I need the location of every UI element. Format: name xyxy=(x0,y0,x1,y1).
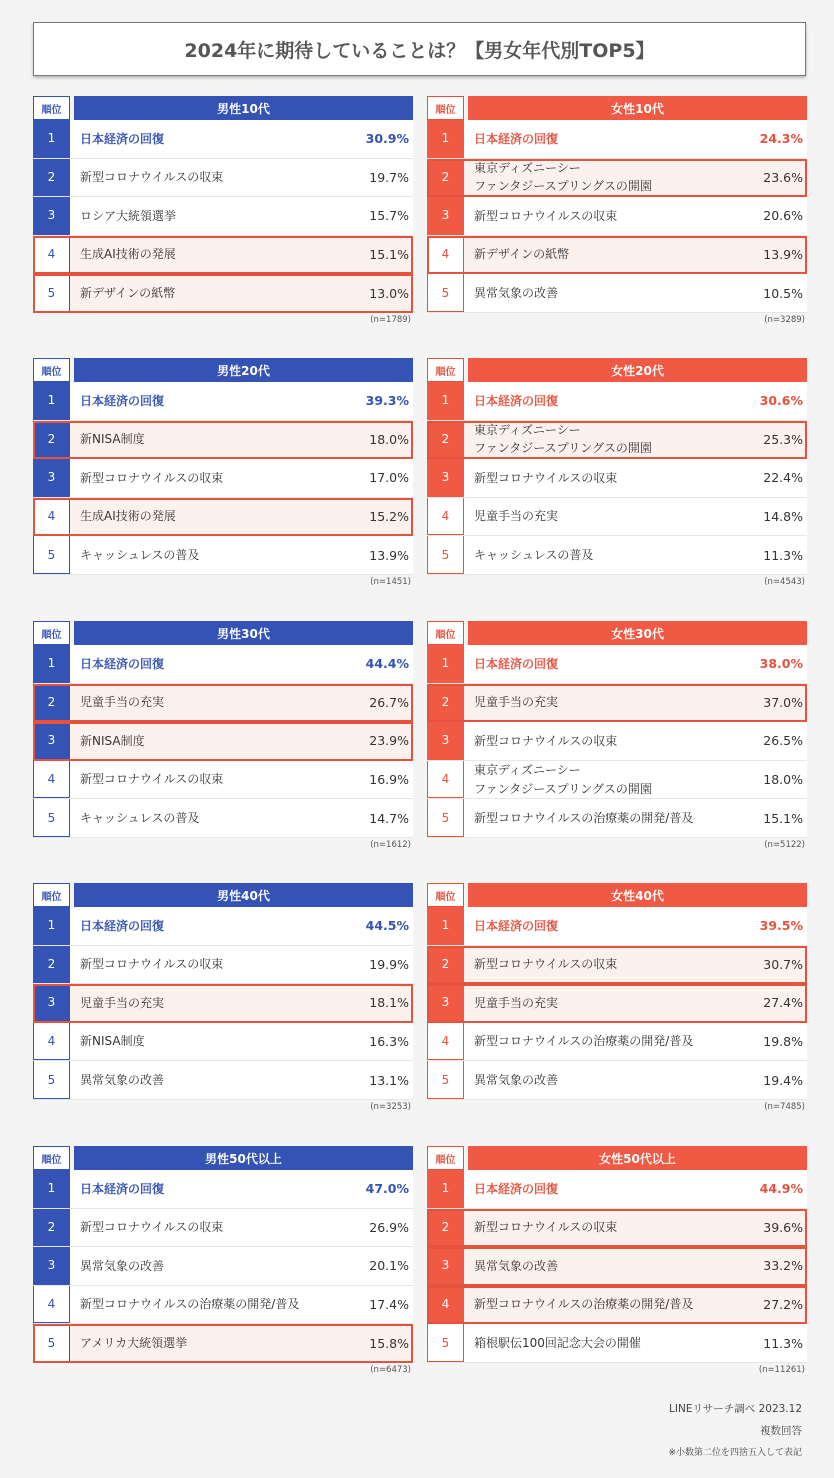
ranking-row xyxy=(427,382,807,421)
ranking-row xyxy=(33,1209,413,1248)
item-label: キャッシュレスの普及 xyxy=(474,547,594,562)
ranking-row xyxy=(427,236,807,275)
ranking-rows xyxy=(427,382,807,575)
rank-number: 2 xyxy=(33,421,70,459)
ranking-row xyxy=(427,197,807,236)
ranking-row xyxy=(33,197,413,236)
item-percent: 15.1% xyxy=(763,810,803,826)
ranking-panel-female xyxy=(427,883,807,1114)
item-percent: 15.8% xyxy=(369,1335,409,1351)
item-label: 児童手当の充実 xyxy=(80,695,165,710)
rank-number: 4 xyxy=(427,236,464,274)
rank-column-header: 順位 xyxy=(427,96,464,120)
ranking-rows xyxy=(427,1170,807,1363)
ranking-row xyxy=(33,1247,413,1286)
sample-size: (n=3253) xyxy=(370,1101,411,1112)
item-label: 新型コロナウイルスの収束 xyxy=(80,470,224,485)
rank-number: 4 xyxy=(427,1023,464,1061)
ranking-row xyxy=(33,946,413,985)
page-title: 2024年に期待していることは？【男女年代別TOP5】 xyxy=(33,22,806,76)
ranking-panel-male xyxy=(33,1146,413,1377)
item-label: 日本経済の回復 xyxy=(80,393,165,408)
rank-number: 1 xyxy=(33,382,70,420)
rank-number: 2 xyxy=(33,159,70,197)
panel-header xyxy=(427,621,807,645)
item-label: 新型コロナウイルスの収束 xyxy=(474,470,618,485)
rank-number: 1 xyxy=(33,1170,70,1208)
group-title: 男性50代以上 xyxy=(74,1146,413,1170)
rank-column-header: 順位 xyxy=(33,621,70,645)
item-label: 東京ディズニーシー ファンタジースプリングスの開園 xyxy=(474,422,652,456)
rank-number: 3 xyxy=(427,984,464,1022)
ranking-row xyxy=(427,907,807,946)
ranking-row xyxy=(427,421,807,460)
item-label: 新型コロナウイルスの収束 xyxy=(80,170,224,185)
ranking-panel-female xyxy=(427,621,807,852)
item-label: 異常気象の改善 xyxy=(80,1072,165,1087)
item-label: 新デザインの紙幣 xyxy=(474,247,570,262)
item-percent: 16.3% xyxy=(369,1034,409,1050)
item-label: 新型コロナウイルスの収束 xyxy=(80,772,224,787)
rank-number: 4 xyxy=(427,761,464,799)
item-percent: 17.0% xyxy=(369,470,409,486)
ranking-row xyxy=(427,684,807,723)
item-label: 新型コロナウイルスの治療薬の開発/普及 xyxy=(474,810,694,825)
rank-number: 1 xyxy=(427,907,464,945)
ranking-rows xyxy=(33,645,413,838)
item-percent: 37.0% xyxy=(763,694,803,710)
rank-number: 2 xyxy=(427,946,464,984)
sample-size: (n=1451) xyxy=(370,576,411,587)
ranking-row xyxy=(427,799,807,838)
rank-number: 4 xyxy=(427,1286,464,1324)
rank-number: 3 xyxy=(33,459,70,497)
rank-number: 3 xyxy=(427,197,464,235)
ranking-row xyxy=(33,907,413,946)
rank-number: 2 xyxy=(427,1209,464,1247)
ranking-rows xyxy=(33,1170,413,1363)
item-percent: 13.0% xyxy=(369,285,409,301)
rank-number: 1 xyxy=(427,645,464,683)
rank-number: 2 xyxy=(33,946,70,984)
rank-number: 5 xyxy=(33,536,70,574)
rank-number: 2 xyxy=(427,159,464,197)
item-percent: 13.9% xyxy=(369,547,409,563)
item-percent: 39.3% xyxy=(365,393,409,409)
rank-number: 2 xyxy=(427,684,464,722)
ranking-row xyxy=(33,120,413,159)
rank-column-header: 順位 xyxy=(33,883,70,907)
item-label: 日本経済の回復 xyxy=(80,1181,165,1196)
rank-column-header: 順位 xyxy=(427,621,464,645)
ranking-panel-male xyxy=(33,96,413,327)
rank-number: 4 xyxy=(33,1023,70,1061)
rank-number: 3 xyxy=(427,722,464,760)
item-label: 生成AI技術の発展 xyxy=(80,509,176,524)
rank-number: 5 xyxy=(33,274,70,312)
rank-number: 4 xyxy=(33,1286,70,1324)
ranking-panel-female xyxy=(427,96,807,327)
item-percent: 33.2% xyxy=(763,1258,803,1274)
item-percent: 44.5% xyxy=(365,918,409,934)
panel-header xyxy=(427,96,807,120)
ranking-row xyxy=(427,120,807,159)
rank-column-header: 順位 xyxy=(33,358,70,382)
sample-size: (n=4543) xyxy=(764,576,805,587)
rank-number: 1 xyxy=(427,382,464,420)
rank-number: 5 xyxy=(427,1324,464,1362)
rank-number: 5 xyxy=(427,1061,464,1099)
panel-header xyxy=(427,883,807,907)
rank-number: 5 xyxy=(33,799,70,837)
ranking-panel-female xyxy=(427,358,807,589)
panel-header xyxy=(33,358,413,382)
item-label: 新型コロナウイルスの収束 xyxy=(474,208,618,223)
rank-number: 5 xyxy=(427,536,464,574)
rank-number: 3 xyxy=(33,984,70,1022)
item-percent: 19.7% xyxy=(369,169,409,185)
item-percent: 11.3% xyxy=(763,547,803,563)
item-label: 新型コロナウイルスの収束 xyxy=(80,957,224,972)
ranking-panel-male xyxy=(33,358,413,589)
sample-size: (n=7485) xyxy=(764,1101,805,1112)
item-label: 異常気象の改善 xyxy=(474,1072,559,1087)
item-label: 新型コロナウイルスの収束 xyxy=(80,1220,224,1235)
rank-number: 2 xyxy=(427,421,464,459)
footer-notes xyxy=(668,1398,802,1464)
item-percent: 10.5% xyxy=(763,285,803,301)
ranking-row xyxy=(427,159,807,198)
rounding-note: ※小数第二位を四捨五入して表記 xyxy=(668,1448,802,1458)
item-percent: 15.7% xyxy=(369,208,409,224)
item-label: ロシア大統領選挙 xyxy=(80,208,177,223)
rank-number: 2 xyxy=(33,1209,70,1247)
rank-column-header: 順位 xyxy=(427,358,464,382)
ranking-row xyxy=(427,761,807,800)
item-label: 児童手当の充実 xyxy=(80,995,165,1010)
rank-number: 5 xyxy=(427,799,464,837)
rank-number: 1 xyxy=(427,120,464,158)
item-percent: 13.1% xyxy=(369,1072,409,1088)
multi-answer-note: 複数回答 xyxy=(760,1425,802,1437)
ranking-panel-female xyxy=(427,1146,807,1377)
ranking-row xyxy=(427,536,807,575)
ranking-row xyxy=(33,498,413,537)
ranking-row xyxy=(427,498,807,537)
ranking-rows xyxy=(427,907,807,1100)
item-label: 東京ディズニーシー ファンタジースプリングスの開園 xyxy=(474,160,652,194)
item-label: アメリカ大統領選挙 xyxy=(80,1335,188,1350)
sample-size: (n=11261) xyxy=(758,1364,805,1375)
group-title: 男性40代 xyxy=(74,883,413,907)
ranking-row xyxy=(427,722,807,761)
item-percent: 19.4% xyxy=(763,1072,803,1088)
group-title: 男性30代 xyxy=(74,621,413,645)
ranking-row xyxy=(33,1286,413,1325)
rank-column-header: 順位 xyxy=(427,1146,464,1170)
item-percent: 17.4% xyxy=(369,1297,409,1313)
rank-number: 3 xyxy=(427,459,464,497)
item-label: 新型コロナウイルスの治療薬の開発/普及 xyxy=(474,1034,694,1049)
ranking-row xyxy=(427,1286,807,1325)
item-percent: 22.4% xyxy=(763,470,803,486)
rank-number: 4 xyxy=(33,761,70,799)
ranking-row xyxy=(33,1324,413,1363)
item-label: 日本経済の回復 xyxy=(474,1181,559,1196)
item-label: 新型コロナウイルスの治療薬の開発/普及 xyxy=(80,1297,300,1312)
item-label: 新型コロナウイルスの収束 xyxy=(474,1220,618,1235)
item-percent: 27.2% xyxy=(763,1297,803,1313)
panel-header xyxy=(33,621,413,645)
ranking-row xyxy=(427,1061,807,1100)
item-label: 新型コロナウイルスの治療薬の開発/普及 xyxy=(474,1297,694,1312)
item-label: 新型コロナウイルスの収束 xyxy=(474,957,618,972)
item-percent: 18.1% xyxy=(369,995,409,1011)
ranking-rows xyxy=(33,120,413,313)
item-label: 児童手当の充実 xyxy=(474,995,559,1010)
rank-number: 2 xyxy=(33,684,70,722)
group-title: 女性20代 xyxy=(468,358,807,382)
rank-column-header: 順位 xyxy=(33,1146,70,1170)
item-label: 東京ディズニーシー ファンタジースプリングスの開園 xyxy=(474,762,652,796)
group-title: 女性40代 xyxy=(468,883,807,907)
rank-column-header: 順位 xyxy=(33,96,70,120)
item-percent: 24.3% xyxy=(759,131,803,147)
ranking-row xyxy=(427,1247,807,1286)
item-percent: 11.3% xyxy=(763,1335,803,1351)
rank-number: 4 xyxy=(427,498,464,536)
item-percent: 38.0% xyxy=(759,656,803,672)
item-label: 児童手当の充実 xyxy=(474,695,559,710)
item-label: 日本経済の回復 xyxy=(474,656,559,671)
ranking-rows xyxy=(427,120,807,313)
item-percent: 18.0% xyxy=(369,431,409,447)
item-label: 新NISA制度 xyxy=(80,432,145,447)
item-percent: 26.9% xyxy=(369,1219,409,1235)
group-title: 男性20代 xyxy=(74,358,413,382)
ranking-row xyxy=(33,645,413,684)
rank-number: 4 xyxy=(33,498,70,536)
ranking-row xyxy=(33,684,413,723)
ranking-row xyxy=(33,459,413,498)
panel-header xyxy=(33,96,413,120)
item-percent: 13.9% xyxy=(763,247,803,263)
ranking-row xyxy=(33,274,413,313)
ranking-row xyxy=(33,382,413,421)
ranking-row xyxy=(427,1324,807,1363)
ranking-row xyxy=(427,946,807,985)
sample-size: (n=1612) xyxy=(370,839,411,850)
group-title: 女性30代 xyxy=(468,621,807,645)
ranking-row xyxy=(33,1061,413,1100)
ranking-row xyxy=(33,159,413,198)
item-percent: 15.1% xyxy=(369,247,409,263)
rank-number: 3 xyxy=(33,1247,70,1285)
ranking-row xyxy=(33,799,413,838)
item-label: 日本経済の回復 xyxy=(80,656,165,671)
item-percent: 27.4% xyxy=(763,995,803,1011)
item-percent: 26.5% xyxy=(763,733,803,749)
sample-size: (n=3289) xyxy=(764,314,805,325)
item-label: 児童手当の充実 xyxy=(474,509,559,524)
item-label: 日本経済の回復 xyxy=(80,131,165,146)
item-label: 新型コロナウイルスの収束 xyxy=(474,733,618,748)
item-label: 日本経済の回復 xyxy=(80,918,165,933)
group-title: 女性10代 xyxy=(468,96,807,120)
item-percent: 26.7% xyxy=(369,694,409,710)
item-percent: 23.6% xyxy=(763,169,803,185)
item-percent: 15.2% xyxy=(369,509,409,525)
item-percent: 19.8% xyxy=(763,1034,803,1050)
item-label: 新デザインの紙幣 xyxy=(80,285,176,300)
ranking-row xyxy=(427,984,807,1023)
item-label: 新NISA制度 xyxy=(80,733,145,748)
item-label: 箱根駅伝100回記念大会の開催 xyxy=(474,1335,641,1350)
ranking-panel-male xyxy=(33,621,413,852)
rank-number: 5 xyxy=(33,1061,70,1099)
item-percent: 39.6% xyxy=(763,1219,803,1235)
item-percent: 20.6% xyxy=(763,208,803,224)
ranking-row xyxy=(427,459,807,498)
item-label: 異常気象の改善 xyxy=(80,1258,165,1273)
ranking-row xyxy=(427,1170,807,1209)
rank-number: 1 xyxy=(33,907,70,945)
ranking-row xyxy=(33,236,413,275)
item-label: 新NISA制度 xyxy=(80,1034,145,1049)
item-label: 日本経済の回復 xyxy=(474,393,559,408)
sample-size: (n=1789) xyxy=(370,314,411,325)
rank-number: 1 xyxy=(33,120,70,158)
source-note: LINEリサーチ調べ 2023.12 xyxy=(669,1403,802,1415)
item-percent: 39.5% xyxy=(759,918,803,934)
item-percent: 23.9% xyxy=(369,733,409,749)
panel-header xyxy=(427,1146,807,1170)
item-percent: 14.8% xyxy=(763,509,803,525)
ranking-row xyxy=(33,761,413,800)
group-title: 女性50代以上 xyxy=(468,1146,807,1170)
item-label: 異常気象の改善 xyxy=(474,285,559,300)
ranking-row xyxy=(427,1023,807,1062)
ranking-panel-male xyxy=(33,883,413,1114)
ranking-row xyxy=(33,1023,413,1062)
ranking-rows xyxy=(427,645,807,838)
item-percent: 20.1% xyxy=(369,1258,409,1274)
item-percent: 47.0% xyxy=(365,1181,409,1197)
item-label: 日本経済の回復 xyxy=(474,918,559,933)
item-percent: 44.9% xyxy=(759,1181,803,1197)
item-label: 日本経済の回復 xyxy=(474,131,559,146)
rank-number: 4 xyxy=(33,236,70,274)
panel-header xyxy=(33,883,413,907)
item-label: 異常気象の改善 xyxy=(474,1258,559,1273)
rank-column-header: 順位 xyxy=(427,883,464,907)
ranking-row xyxy=(33,421,413,460)
group-title: 男性10代 xyxy=(74,96,413,120)
item-percent: 25.3% xyxy=(763,431,803,447)
item-percent: 19.9% xyxy=(369,956,409,972)
item-label: キャッシュレスの普及 xyxy=(80,547,200,562)
ranking-row xyxy=(427,1209,807,1248)
item-percent: 14.7% xyxy=(369,810,409,826)
ranking-row xyxy=(33,984,413,1023)
sample-size: (n=6473) xyxy=(370,1364,411,1375)
rank-number: 5 xyxy=(33,1324,70,1362)
ranking-rows xyxy=(33,907,413,1100)
item-percent: 30.7% xyxy=(763,956,803,972)
ranking-rows xyxy=(33,382,413,575)
ranking-row xyxy=(427,274,807,313)
ranking-row xyxy=(427,645,807,684)
rank-number: 3 xyxy=(33,197,70,235)
rank-number: 3 xyxy=(33,722,70,760)
panel-header xyxy=(427,358,807,382)
panel-header xyxy=(33,1146,413,1170)
item-percent: 16.9% xyxy=(369,772,409,788)
ranking-row xyxy=(33,1170,413,1209)
item-percent: 44.4% xyxy=(365,656,409,672)
item-percent: 30.6% xyxy=(759,393,803,409)
rank-number: 5 xyxy=(427,274,464,312)
item-label: キャッシュレスの普及 xyxy=(80,810,200,825)
ranking-row xyxy=(33,722,413,761)
sample-size: (n=5122) xyxy=(764,839,805,850)
rank-number: 1 xyxy=(33,645,70,683)
item-label: 生成AI技術の発展 xyxy=(80,247,176,262)
rank-number: 1 xyxy=(427,1170,464,1208)
item-percent: 18.0% xyxy=(763,772,803,788)
ranking-row xyxy=(33,536,413,575)
item-percent: 30.9% xyxy=(365,131,409,147)
rank-number: 3 xyxy=(427,1247,464,1285)
